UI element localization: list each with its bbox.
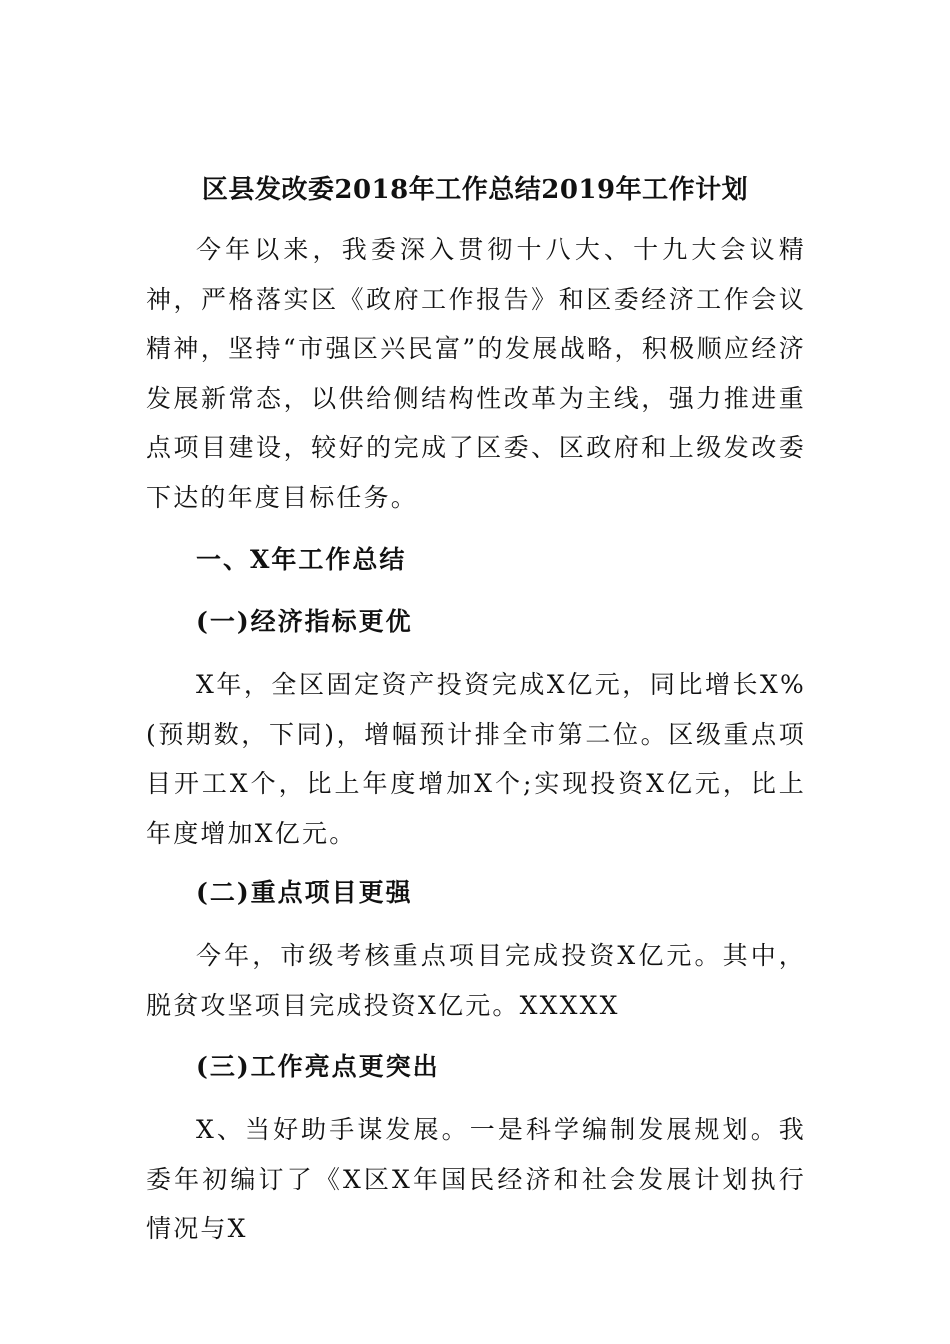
highlights-paragraph: X、当好助手谋发展。一是科学编制发展规划。我委年初编订了《X区X年国民经济和社会发展计划执行情况与X: [146, 1115, 806, 1243]
intro-paragraph: 今年以来，我委深入贯彻十八大、十九大会议精神，严格落实区《政府工作报告》和区委经济工作会议精神，坚持“市强区兴民富”的发展战略，积极顺应经济发展新常态，以供给侧结构性改革为主线，强力推进重点项目建设，较好的完成了区委、区政府和上级发改委下达的年度目标任务。: [146, 235, 806, 512]
subsection-heading-economic-indicators: (一)经济指标更优: [196, 607, 413, 636]
subsection-heading-highlights: (三)工作亮点更突出: [196, 1052, 440, 1081]
section-heading-summary: 一、X年工作总结: [196, 545, 407, 574]
subsection-heading-key-projects: (二)重点项目更强: [196, 878, 413, 907]
document-title: 区县发改委2018年工作总结2019年工作计划: [201, 175, 749, 205]
economic-indicators-paragraph: X年，全区固定资产投资完成X亿元，同比增长X%(预期数，下同)，增幅预计排全市第二位。区级重点项目开工X个，比上年度增加X个;实现投资X亿元，比上年度增加X亿元。: [146, 670, 806, 848]
key-projects-paragraph: 今年，市级考核重点项目完成投资X亿元。其中，脱贫攻坚项目完成投资X亿元。XXXXX: [146, 941, 806, 1020]
